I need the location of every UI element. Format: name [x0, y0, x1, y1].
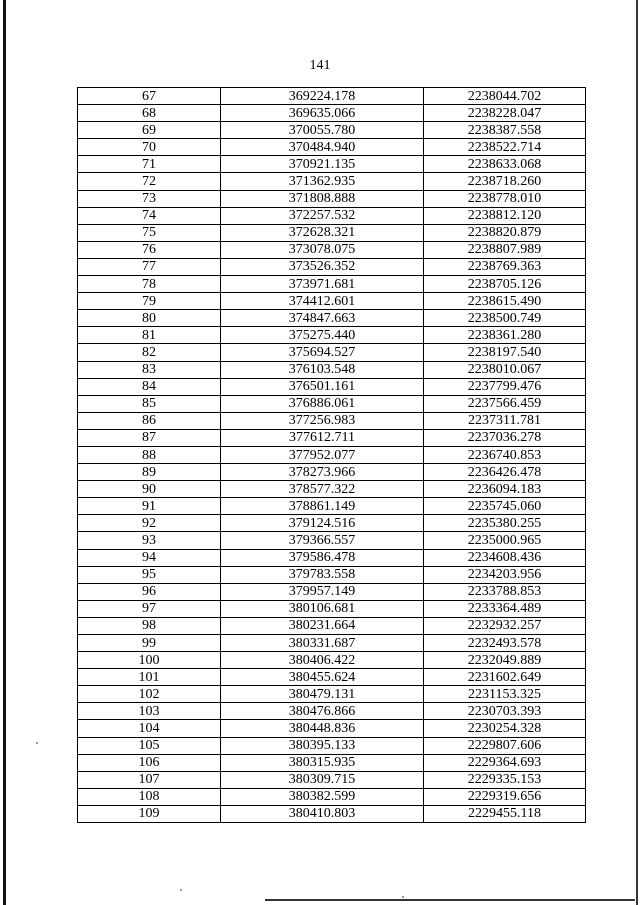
point-number-cell: 91 — [78, 498, 221, 515]
table-row — [78, 737, 586, 754]
table-row — [78, 395, 586, 412]
y-coordinate-cell: 2238769.363 — [424, 258, 586, 275]
y-coordinate-cell: 2230254.328 — [424, 720, 586, 737]
y-coordinate-cell: 2234203.956 — [424, 566, 586, 583]
point-number-cell: 71 — [78, 156, 221, 173]
table-row — [78, 617, 586, 634]
point-number-cell: 95 — [78, 566, 221, 583]
point-number-cell: 99 — [78, 635, 221, 652]
y-coordinate-cell: 2231153.325 — [424, 686, 586, 703]
x-coordinate-cell: 370921.135 — [221, 156, 424, 173]
point-number-cell: 72 — [78, 173, 221, 190]
y-coordinate-cell: 2238010.067 — [424, 361, 586, 378]
scan-speck — [36, 742, 38, 744]
y-coordinate-cell: 2236426.478 — [424, 464, 586, 481]
y-coordinate-cell: 2238361.280 — [424, 327, 586, 344]
y-coordinate-cell: 2231602.649 — [424, 669, 586, 686]
point-number-cell: 85 — [78, 395, 221, 412]
y-coordinate-cell: 2234608.436 — [424, 549, 586, 566]
y-coordinate-cell: 2238718.260 — [424, 173, 586, 190]
point-number-cell: 107 — [78, 771, 221, 788]
point-number-cell: 84 — [78, 378, 221, 395]
point-number-cell: 96 — [78, 583, 221, 600]
x-coordinate-cell: 374412.601 — [221, 293, 424, 310]
x-coordinate-cell: 379366.557 — [221, 532, 424, 549]
point-number-cell: 97 — [78, 600, 221, 617]
x-coordinate-cell: 370055.780 — [221, 122, 424, 139]
x-coordinate-cell: 377256.983 — [221, 412, 424, 429]
point-number-cell: 73 — [78, 190, 221, 207]
point-number-cell: 76 — [78, 241, 221, 258]
point-number-cell: 75 — [78, 224, 221, 241]
table-row — [78, 207, 586, 224]
table-row — [78, 293, 586, 310]
table-row — [78, 498, 586, 515]
page-number: 141 — [309, 58, 331, 73]
table-row — [78, 173, 586, 190]
x-coordinate-cell: 373971.681 — [221, 276, 424, 293]
y-coordinate-cell: 2238387.558 — [424, 122, 586, 139]
table-row — [78, 686, 586, 703]
point-number-cell: 83 — [78, 361, 221, 378]
point-number-cell: 106 — [78, 754, 221, 771]
y-coordinate-cell: 2238633.068 — [424, 156, 586, 173]
table-row — [78, 720, 586, 737]
y-coordinate-cell: 2237799.476 — [424, 378, 586, 395]
table-row — [78, 446, 586, 463]
table-row — [78, 583, 586, 600]
table-row — [78, 566, 586, 583]
table-row — [78, 464, 586, 481]
point-number-cell: 94 — [78, 549, 221, 566]
table-row — [78, 412, 586, 429]
y-coordinate-cell: 2233788.853 — [424, 583, 586, 600]
table-row — [78, 532, 586, 549]
x-coordinate-cell: 375275.440 — [221, 327, 424, 344]
point-number-cell: 79 — [78, 293, 221, 310]
table-row — [78, 635, 586, 652]
y-coordinate-cell: 2237036.278 — [424, 429, 586, 446]
point-number-cell: 101 — [78, 669, 221, 686]
x-coordinate-cell: 373526.352 — [221, 258, 424, 275]
coordinates-table-body — [78, 88, 586, 823]
page-right-border — [636, 0, 638, 905]
x-coordinate-cell: 374847.663 — [221, 310, 424, 327]
scan-speck — [402, 896, 404, 898]
table-row — [78, 549, 586, 566]
y-coordinate-cell: 2238500.749 — [424, 310, 586, 327]
y-coordinate-cell: 2238044.702 — [424, 88, 586, 105]
y-coordinate-cell: 2229807.606 — [424, 737, 586, 754]
y-coordinate-cell: 2230703.393 — [424, 703, 586, 720]
point-number-cell: 67 — [78, 88, 221, 105]
y-coordinate-cell: 2229319.656 — [424, 788, 586, 805]
y-coordinate-cell: 2238522.714 — [424, 139, 586, 156]
point-number-cell: 81 — [78, 327, 221, 344]
x-coordinate-cell: 380309.715 — [221, 771, 424, 788]
x-coordinate-cell: 380455.624 — [221, 669, 424, 686]
point-number-cell: 102 — [78, 686, 221, 703]
page-left-border — [3, 0, 6, 905]
y-coordinate-cell: 2238705.126 — [424, 276, 586, 293]
table-row — [78, 276, 586, 293]
point-number-cell: 68 — [78, 105, 221, 122]
point-number-cell: 80 — [78, 310, 221, 327]
point-number-cell: 86 — [78, 412, 221, 429]
y-coordinate-cell: 2237566.459 — [424, 395, 586, 412]
table-row — [78, 88, 586, 105]
table-row — [78, 310, 586, 327]
y-coordinate-cell: 2229335.153 — [424, 771, 586, 788]
point-number-cell: 82 — [78, 344, 221, 361]
table-row — [78, 139, 586, 156]
y-coordinate-cell: 2238778.010 — [424, 190, 586, 207]
x-coordinate-cell: 378861.149 — [221, 498, 424, 515]
point-number-cell: 93 — [78, 532, 221, 549]
table-row — [78, 224, 586, 241]
table-row — [78, 378, 586, 395]
table-row — [78, 703, 586, 720]
x-coordinate-cell: 372628.321 — [221, 224, 424, 241]
point-number-cell: 69 — [78, 122, 221, 139]
x-coordinate-cell: 376886.061 — [221, 395, 424, 412]
x-coordinate-cell: 380395.133 — [221, 737, 424, 754]
y-coordinate-cell: 2229455.118 — [424, 805, 586, 822]
x-coordinate-cell: 380106.681 — [221, 600, 424, 617]
x-coordinate-cell: 380382.599 — [221, 788, 424, 805]
y-coordinate-cell: 2233364.489 — [424, 600, 586, 617]
table-row — [78, 156, 586, 173]
table-row — [78, 652, 586, 669]
table-row — [78, 515, 586, 532]
x-coordinate-cell: 380448.836 — [221, 720, 424, 737]
table-row — [78, 105, 586, 122]
x-coordinate-cell: 380231.664 — [221, 617, 424, 634]
point-number-cell: 98 — [78, 617, 221, 634]
x-coordinate-cell: 379957.149 — [221, 583, 424, 600]
x-coordinate-cell: 379586.478 — [221, 549, 424, 566]
y-coordinate-cell: 2235745.060 — [424, 498, 586, 515]
point-number-cell: 105 — [78, 737, 221, 754]
table-row — [78, 190, 586, 207]
x-coordinate-cell: 379124.516 — [221, 515, 424, 532]
table-row — [78, 122, 586, 139]
table-row — [78, 429, 586, 446]
point-number-cell: 74 — [78, 207, 221, 224]
y-coordinate-cell: 2235380.255 — [424, 515, 586, 532]
table-row — [78, 754, 586, 771]
point-number-cell: 78 — [78, 276, 221, 293]
x-coordinate-cell: 369635.066 — [221, 105, 424, 122]
x-coordinate-cell: 371362.935 — [221, 173, 424, 190]
point-number-cell: 92 — [78, 515, 221, 532]
point-number-cell: 90 — [78, 481, 221, 498]
x-coordinate-cell: 375694.527 — [221, 344, 424, 361]
point-number-cell: 70 — [78, 139, 221, 156]
table-row — [78, 361, 586, 378]
y-coordinate-cell: 2232049.889 — [424, 652, 586, 669]
table-row — [78, 600, 586, 617]
x-coordinate-cell: 380406.422 — [221, 652, 424, 669]
y-coordinate-cell: 2232932.257 — [424, 617, 586, 634]
table-row — [78, 258, 586, 275]
point-number-cell: 100 — [78, 652, 221, 669]
point-number-cell: 103 — [78, 703, 221, 720]
y-coordinate-cell: 2238812.120 — [424, 207, 586, 224]
point-number-cell: 89 — [78, 464, 221, 481]
point-number-cell: 88 — [78, 446, 221, 463]
table-row — [78, 344, 586, 361]
table-row — [78, 805, 586, 822]
x-coordinate-cell: 379783.558 — [221, 566, 424, 583]
y-coordinate-cell: 2238615.490 — [424, 293, 586, 310]
point-number-cell: 109 — [78, 805, 221, 822]
point-number-cell: 87 — [78, 429, 221, 446]
table-row — [78, 788, 586, 805]
x-coordinate-cell: 376501.161 — [221, 378, 424, 395]
x-coordinate-cell: 377952.077 — [221, 446, 424, 463]
y-coordinate-cell: 2236094.183 — [424, 481, 586, 498]
x-coordinate-cell: 378577.322 — [221, 481, 424, 498]
y-coordinate-cell: 2236740.853 — [424, 446, 586, 463]
y-coordinate-cell: 2238228.047 — [424, 105, 586, 122]
y-coordinate-cell: 2229364.693 — [424, 754, 586, 771]
x-coordinate-cell: 380410.803 — [221, 805, 424, 822]
y-coordinate-cell: 2238197.540 — [424, 344, 586, 361]
x-coordinate-cell: 377612.711 — [221, 429, 424, 446]
table-row — [78, 241, 586, 258]
point-number-cell: 77 — [78, 258, 221, 275]
x-coordinate-cell: 380479.131 — [221, 686, 424, 703]
page-bottom-border — [265, 899, 635, 901]
scan-speck — [180, 889, 182, 891]
x-coordinate-cell: 380476.866 — [221, 703, 424, 720]
x-coordinate-cell: 373078.075 — [221, 241, 424, 258]
table-row — [78, 481, 586, 498]
point-number-cell: 104 — [78, 720, 221, 737]
x-coordinate-cell: 376103.548 — [221, 361, 424, 378]
y-coordinate-cell: 2238807.989 — [424, 241, 586, 258]
y-coordinate-cell: 2232493.578 — [424, 635, 586, 652]
x-coordinate-cell: 371808.888 — [221, 190, 424, 207]
y-coordinate-cell: 2235000.965 — [424, 532, 586, 549]
x-coordinate-cell: 369224.178 — [221, 88, 424, 105]
x-coordinate-cell: 380315.935 — [221, 754, 424, 771]
table-row — [78, 327, 586, 344]
x-coordinate-cell: 378273.966 — [221, 464, 424, 481]
x-coordinate-cell: 380331.687 — [221, 635, 424, 652]
table-row — [78, 771, 586, 788]
table-row — [78, 669, 586, 686]
y-coordinate-cell: 2237311.781 — [424, 412, 586, 429]
x-coordinate-cell: 370484.940 — [221, 139, 424, 156]
point-number-cell: 108 — [78, 788, 221, 805]
y-coordinate-cell: 2238820.879 — [424, 224, 586, 241]
coordinates-table — [77, 87, 586, 823]
x-coordinate-cell: 372257.532 — [221, 207, 424, 224]
